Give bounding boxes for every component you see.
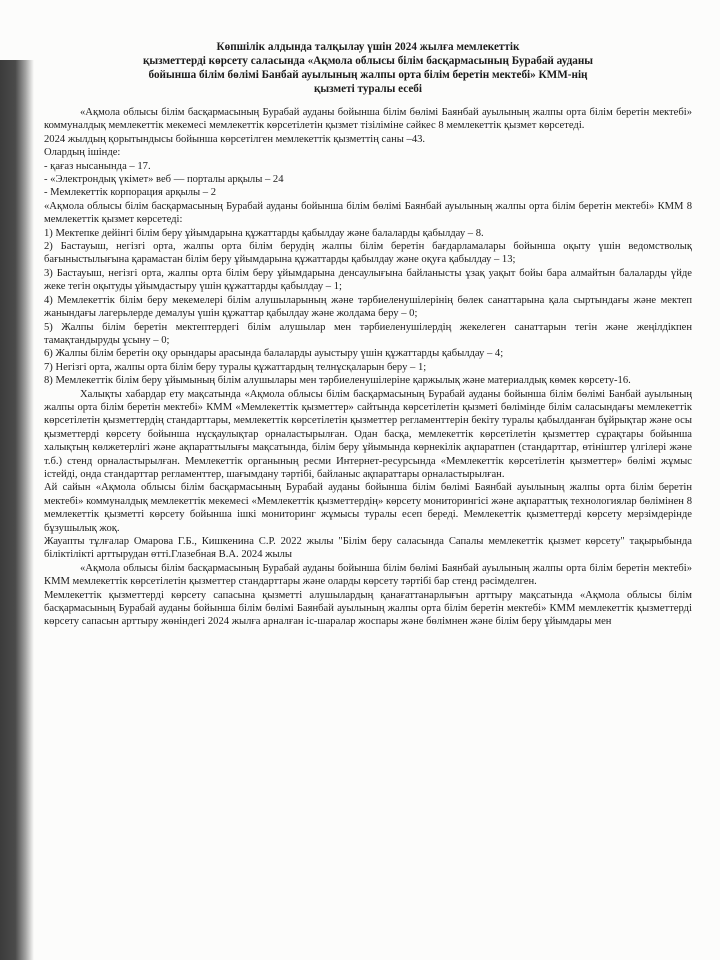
report-title — [44, 40, 692, 96]
service-item-3: 3) Бастауыш, негізгі орта, жалпы орта білім беру ұйымдарына денсаулығына байланысты ұзақ уақыт бойы бара алмайтын балаларды үйде жеке тегін оқытуды ұйымдастыру үшін құжаттарды қабылдау – 1; — [44, 267, 692, 293]
quality-paragraph: Мемлекеттік қызметтерді көрсету сапасына қызметті алушылардың қанағаттанарлығын арттыру мақсатында «Ақмола облысы білім басқармасының Бурабай ауданы бойынша білім бөлімі Баянбай ауылының жалпы орта білім беретін мектебі» КММ мемлекеттік қызметтерді көрсету сапасын арттыру жөніндегі 2024 жылға арналған іс-шаралар жоспары және бөлімнен және білім беру ұйымдары мен — [44, 589, 692, 628]
service-item-4: 4) Мемлекеттік білім беру мекемелері білім алушыларының және тәрбиеленушілерінің бөлек санаттарына қала сыртындағы және мектеп жанындағы лагерьлерде демалуы үшін құжаттар қабылдау және жолдама беру – 0; — [44, 294, 692, 320]
channel-paper: - қағаз нысанында – 17. — [44, 160, 151, 172]
service-item-5: 5) Жалпы білім беретін мектептердегі білім алушылар мен тәрбиеленушілердің жекелеген санаттарын тегін және жеңілдікпен тамақтандыруды ұсыну – 0; — [44, 321, 692, 346]
channel-corporation: - Мемлекеттік корпорация арқылы – 2 — [44, 187, 217, 199]
among-label: Олардың ішінде: — [44, 147, 121, 159]
service-count-line: 2024 жылдың қорытындысы бойынша көрсетілген мемлекеттік қызметтің саны –43. — [44, 133, 426, 145]
title-line: бойынша білім бөлімі Банбай ауылының жалпы орта білім беретін мектебі» КММ-нің — [148, 69, 588, 81]
service-item-8: 8) Мемлекеттік білім беру ұйымының білім алушылары мен тәрбиеленушілеріне қаржылық және материалдық көмек көрсету-16. — [44, 375, 631, 387]
service-item-2: 2) Бастауыш, негізгі орта, жалпы орта білім берудің жалпы білім беретін бағдарламалары бойынша оқыту үшін ведомстволық бағыныстылығына қарамастан білім беру ұйымдарына құжаттарды қабылдау және оқуға қабылдау – 13; — [44, 241, 692, 266]
services-intro: «Ақмола облысы білім басқармасының Бурабай ауданы бойынша білім бөлімі Баянбай ауылының жалпы орта білім беретін мектебі» КММ 8 мемлекеттік қызмет көрсетеді: — [44, 200, 692, 226]
scan-shadow-edge — [0, 60, 34, 960]
title-line: Көпшілік алдында талқылау үшін 2024 жылға мемлекеттік — [216, 41, 520, 53]
title-line: қызметтерді көрсету саласында «Ақмола облысы білім басқармасының Бурабай ауданы — [142, 55, 594, 67]
title-line: қызметі туралы есебі — [313, 83, 423, 95]
informing-paragraph: Халықты хабардар ету мақсатында «Ақмола облысы білім басқармасының Бурабай ауданы бойынша білім бөлімі Банбай ауылының жалпы орта білім беретін мектебі» КММ «Мемлекеттік қызметтер» сайтында көрсетілетін қызметі бөлімінде білім саласындағы мемлекеттік көрсетілетін қызметтердің стандарттары, мемлекеттік көрсетілетін қызметтер регламенттерін бекіту туралы қабылданған бұйрықтар және осы қызметтерді көрсету бойынша нұсқаулықтар орналастырылған. Одан басқа, мемлекеттік көрсетілетін қызметтер сұрақтары бойынша халықтың көлжетерлігі және ақпараттылығы мақсатында, білім беру ұйымында көрнекілік ақпаратпен (стандарттар, өтініштер үлгілері және т.б.) стенд орналастырылған. Мемлекеттік органының ресми Интернет-ресурсында «Мемлекеттік көрсетілетін қызметтер» бөлімі жұмыс істейді, онда стандарттар регламенттер, шағымдану тәртібі, байланыс ақпараттары орналастырылған. — [44, 388, 692, 480]
channel-egov: - «Электрондық үкімет» веб — порталы арқылы – 24 — [44, 174, 284, 186]
service-item-1: 1) Мектепке дейінгі білім беру ұйымдарына құжаттарды қабылдау және балаларды қабылдау – 8. — [44, 227, 484, 239]
report-body — [44, 40, 692, 629]
intro-paragraph: «Ақмола облысы білім басқармасының Бурабай ауданы бойынша білім бөлімі Баянбай ауылының жалпы орта білім беретін мектебі» коммуналдық мемлекеттік мекемесі мемлекеттік көрсетілетін қызмет тізіліміне сәйкес 8 мемлекеттік қызмет көрсетеді. — [44, 107, 692, 132]
stand-paragraph: «Ақмола облысы білім басқармасының Бурабай ауданы бойынша білім бөлімі Баянбай ауылының жалпы орта білім беретін мектебі» КММ мемлекеттік көрсетілетін қызметтер стандарттары және оларды көрсету тәртібі бар стенд рәсімделген. — [44, 562, 692, 588]
monthly-report-paragraph: Ай сайын «Ақмола облысы білім басқармасының Бурабай ауданы бойынша білім бөлімі Баянбай ауылының жалпы орта білім беретін мектебі» коммуналдық мемлекеттік мекемесі «Мемлекеттік қызметтердің» көрсету мониторингісі және ақпараттық технологиялар бөлімінен 8 мемлекеттік қызметті көрсету бойынша ішкі мониторинг жұмысы туралы есеп береді. Мемлекеттік қызметтерді көрсету мерзімдерінде бұзушылық жоқ. — [44, 482, 692, 534]
service-item-6: 6) Жалпы білім беретін оқу орындары арасында балаларды ауыстыру үшін құжаттарды қабылдау – 4; — [44, 348, 504, 360]
responsible-persons-paragraph: Жауапты тұлғалар Омарова Г.Б., Кишкенина С.Р. 2022 жылы "Білім беру саласында Сапалы мемлекеттік қызмет көрсету" тақырыбында біліктілікті арттырудан өтті.Глазебная В.А. 2024 жылы — [44, 536, 692, 561]
service-item-7: 7) Негізгі орта, жалпы орта білім беру туралы құжаттардың телнұсқаларын беру – 1; — [44, 361, 427, 373]
